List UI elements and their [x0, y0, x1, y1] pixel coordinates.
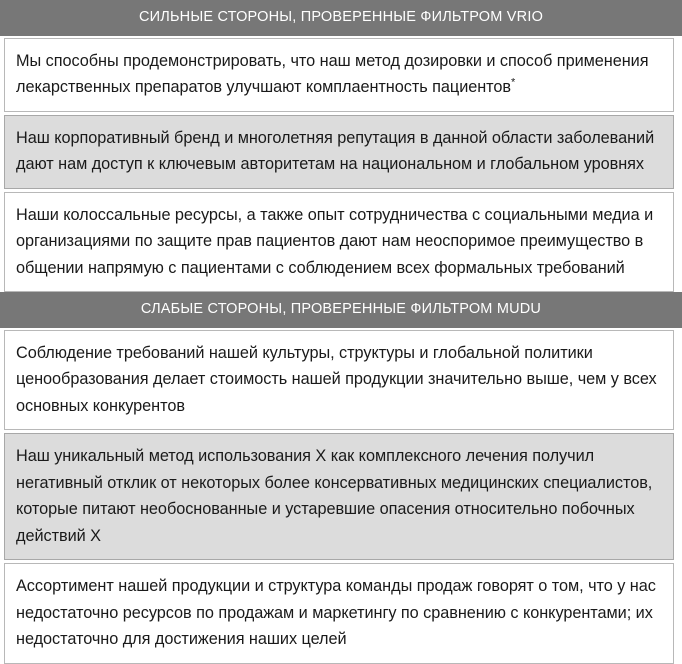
table-row	[4, 115, 674, 189]
weaknesses-section	[0, 292, 682, 664]
section-header-weaknesses: СЛАБЫЕ СТОРОНЫ, ПРОВЕРЕННЫЕ ФИЛЬТРОМ MUDU	[0, 292, 682, 328]
table-row	[4, 192, 674, 293]
row-text: Наши колоссальные ресурсы, а также опыт сотрудничества с социальными медиа и организациями по защите прав пациентов дают нам неоспоримое преимущество в общении напрямую с пациентами с соблюдением всех формальных требований	[16, 205, 654, 277]
table-row	[4, 433, 674, 560]
footnote-marker: *	[511, 76, 516, 89]
row-text: Мы способны продемонстрировать, что наш метод дозировки и способ применения лекарственных препаратов улучшают комплаентность пациентов	[16, 51, 649, 96]
strengths-section	[0, 0, 682, 292]
table-row	[4, 563, 674, 664]
row-text: Соблюдение требований нашей культуры, структуры и глобальной политики ценообразования делает стоимость нашей продукции значительно выше, чем у всех основных конкурентов	[16, 343, 657, 415]
table-row	[4, 330, 674, 431]
row-text: Наш корпоративный бренд и многолетняя репутация в данной области заболеваний дают нам доступ к ключевым авторитетам на национальном и глобальном уровнях	[16, 128, 655, 173]
row-text: Ассортимент нашей продукции и структура команды продаж говорят о том, что у нас недостаточно ресурсов по продажам и маркетингу по сравнению с конкурентами; их недостаточно для достижения наших целей	[16, 577, 656, 648]
row-text: Наш уникальный метод использования X как комплексного лечения получил негативный отклик от некоторых более консервативных медицинских специалистов, которые питают необоснованные и устаревшие опасения относительно побочных действий X	[16, 447, 653, 545]
section-header-strengths: СИЛЬНЫЕ СТОРОНЫ, ПРОВЕРЕННЫЕ ФИЛЬТРОМ VRIO	[0, 0, 682, 36]
table-row	[4, 38, 674, 112]
